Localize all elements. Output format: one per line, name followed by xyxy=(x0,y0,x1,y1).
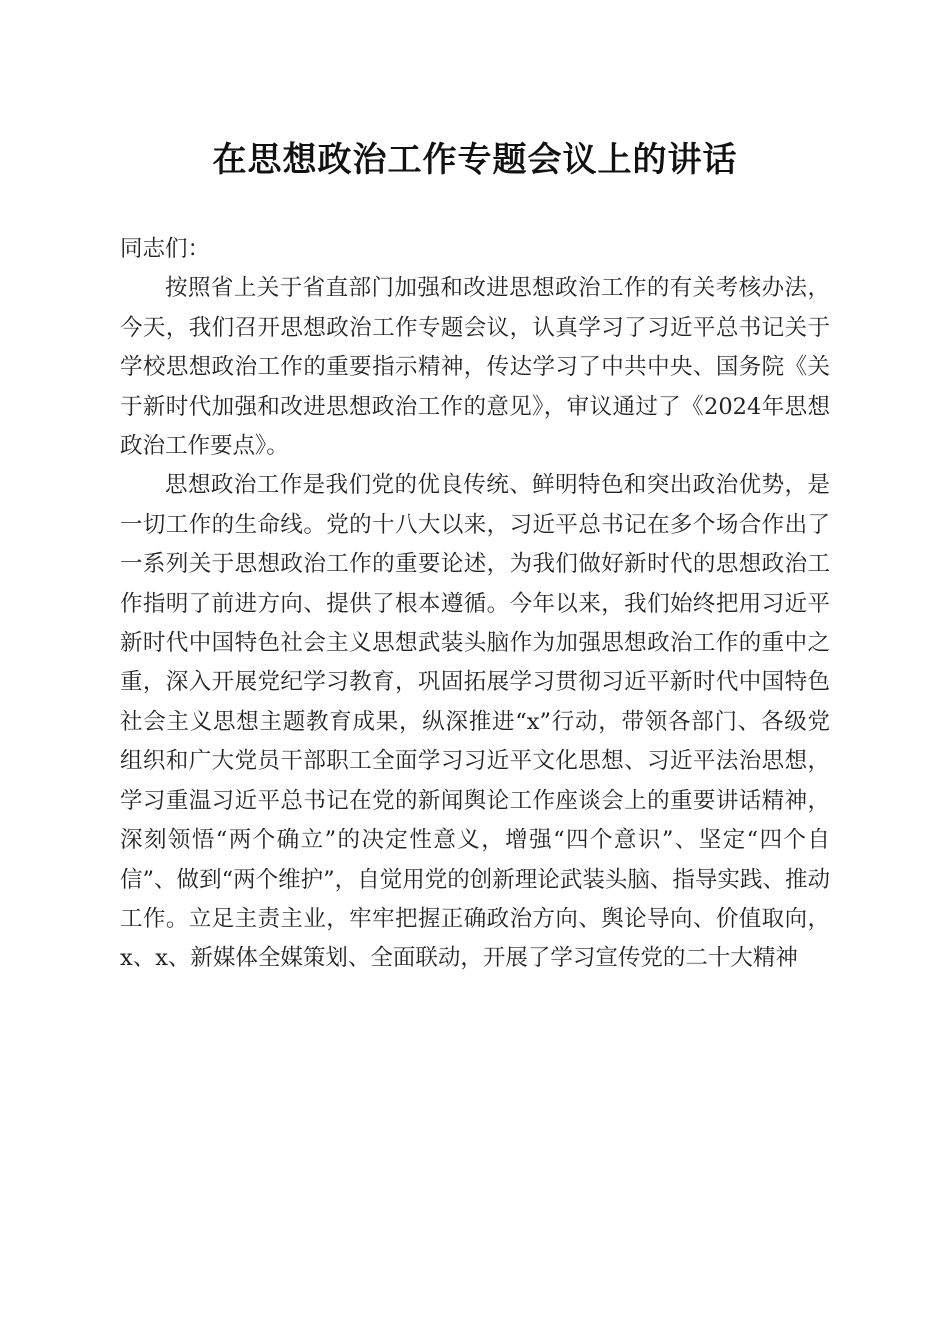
paragraph-2: 思想政治工作是我们党的优良传统、鲜明特色和突出政治优势，是一切工作的生命线。党的十八大以来，习近平总书记在多个场合作出了一系列关于思想政治工作的重要论述，为我们做好新时代的思想政治工作指明了前进方向、提供了根本遵循。今年以来，我们始终把用习近平新时代中国特色社会主义思想武装头脑作为加强思想政治工作的重中之重，深入开展党纪学习教育，巩固拓展学习贯彻习近平新时代中国特色社会主义思想主题教育成果，纵深推进“x”行动，带领各部门、各级党组织和广大党员干部职工全面学习习近平文化思想、习近平法治思想，学习重温习近平总书记在党的新闻舆论工作座谈会上的重要讲话精神，深刻领悟“两个确立”的决定性意义，增强“四个意识”、坚定“四个自信”、做到“两个维护”，自觉用党的创新理论武装头脑、指导实践、推动工作。立足主责主业，牢牢把握正确政治方向、舆论导向、价值取向，x、x、新媒体全媒策划、全面联动，开展了学习宣传党的二十大精神 xyxy=(120,472,830,972)
paragraph-1: 按照省上关于省直部门加强和改进思想政治工作的有关考核办法，今天，我们召开思想政治工作专题会议，认真学习了习近平总书记关于学校思想政治工作的重要指示精神，传达学习了中共中央、国务院《关于新时代加强和改进思想政治工作的意见》，审议通过了《2024年思想政治工作要点》。 xyxy=(120,275,830,460)
salutation: 同志们： xyxy=(120,236,211,262)
document-title: 在思想政治工作专题会议上的讲话 xyxy=(212,140,738,180)
document-body xyxy=(120,230,830,979)
